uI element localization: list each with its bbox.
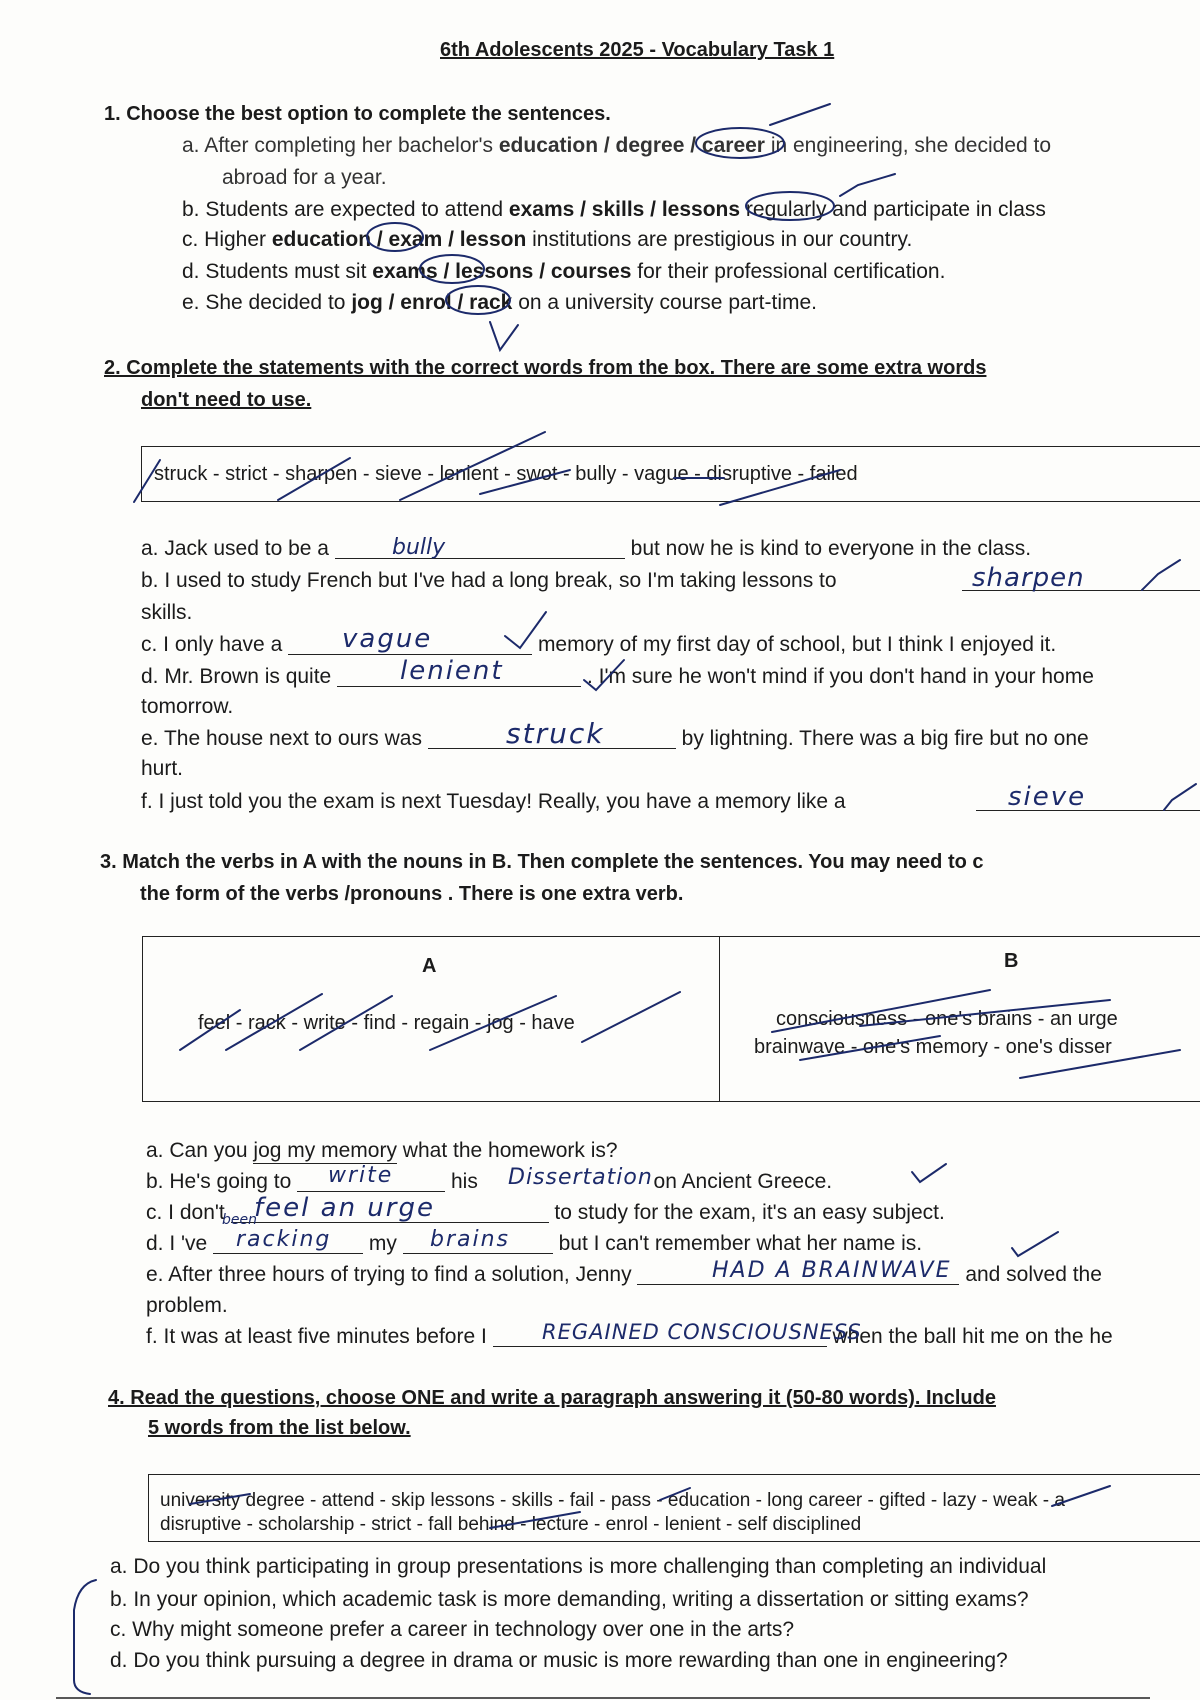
q3-d-tick (1012, 1232, 1058, 1256)
q3-d-blank1 (213, 1253, 363, 1254)
q1-heading: 1. Choose the best option to complete the sentences. (104, 103, 611, 125)
q2-d-blank (337, 686, 581, 687)
q2-c-blank (288, 654, 532, 655)
q1-item-a (182, 133, 1051, 158)
q3-d-text2: but I can't remember what her name is. (558, 1232, 923, 1255)
q2-f-tick (1164, 784, 1196, 810)
q1-item-b (182, 197, 1046, 222)
q1-b-tick (840, 174, 895, 196)
q1-item-d (182, 259, 945, 284)
q1-e-text1: e. She decided to (182, 291, 346, 314)
q3-d-answer1: racking (236, 1227, 332, 1252)
q4-question-d: d. Do you think pursuing a degree in drama or music is more rewarding than one in engineering? (110, 1649, 1008, 1672)
q2-b-line2: skills. (141, 601, 193, 624)
q1-a-tick (770, 104, 830, 125)
q2-e-text1: e. The house next to ours was (141, 727, 422, 750)
q2-c-answer: vague (342, 624, 433, 654)
q1-item-c (182, 227, 912, 252)
q2-b-tick (1142, 560, 1180, 590)
worksheet-title: 6th Adolescents 2025 - Vocabulary Task 1 (440, 39, 835, 61)
q3-d-mid: my (368, 1232, 397, 1255)
q1-a-options: education / degree / career (498, 134, 765, 157)
q1-e-tick (490, 322, 518, 350)
q4-question-b: b. In your opinion, which academic task is more demanding, writing a dissertation or sitting exams? (110, 1588, 1029, 1611)
q3-c-answer: feel an urge (254, 1193, 435, 1223)
q2-d-line2: tomorrow. (141, 695, 234, 718)
q1-item-e (182, 290, 817, 315)
q3-column-a-verbs: feel - rack - write - find - regain - jog - have (198, 1012, 575, 1034)
q3-b-text1: b. He's going to (146, 1170, 292, 1193)
q3-d-blank2 (403, 1253, 553, 1254)
q3-b-text2: on Ancient Greece. (653, 1170, 833, 1193)
q2-f-answer: sieve (1008, 782, 1087, 812)
q3-column-a-heading: A (422, 955, 437, 977)
q4-question-a: a. Do you think participating in group presentations is more challenging than completing an individual (110, 1555, 1047, 1578)
q1-c-text2: institutions are prestigious in our country. (532, 228, 913, 251)
q3-a-text1: a. Can you (146, 1139, 248, 1162)
q1-b-text1: b. Students are expected to attend (182, 198, 504, 221)
q3-a-text2: what the homework is? (402, 1139, 618, 1162)
q3-d-answer-small: been (222, 1212, 257, 1228)
q2-c-text2: memory of my first day of school, but I think I enjoyed it. (537, 633, 1057, 656)
q3-b-blank1 (297, 1191, 445, 1192)
q3-f-answer: REGAINED CONSCIOUSNESS (542, 1320, 862, 1344)
q1-a-text1: a. After completing her bachelor's (182, 134, 494, 157)
q3-c-text2: to study for the exam, it's an easy subject. (554, 1201, 945, 1224)
q2-a-answer: bully (392, 535, 446, 560)
q4-bracket (74, 1580, 96, 1694)
q3-e-answer: HAD A BRAINWAVE (712, 1258, 952, 1283)
q1-d-text1: d. Students must sit (182, 260, 367, 283)
q3-e-text1: e. After three hours of trying to find a solution, Jenny (146, 1263, 632, 1286)
q2-item-d (141, 664, 1094, 689)
q4-word-list-line2: disruptive - scholarship - strict - fall behind - lecture - enrol - lenient - self disciplined (160, 1514, 862, 1535)
q2-d-answer: lenient (400, 656, 504, 686)
q1-d-text2: for their professional certification. (637, 260, 946, 283)
q3-f-text2: when the ball hit me on the he (832, 1325, 1113, 1348)
q2-e-text2: by lightning. There was a big fire but no one (681, 727, 1089, 750)
q1-b-options: exams / skills / lessons (508, 198, 741, 221)
q3-e-text2: and solved the (965, 1263, 1102, 1286)
q2-e-answer: struck (506, 717, 605, 750)
q2-b-answer: sharpen (972, 563, 1085, 593)
q2-item-e (141, 726, 1089, 751)
q3-a-answer: jog my memory (253, 1139, 397, 1162)
q2-word-list: struck - strict - sharpen - sieve - lenient - swot - bully - vague - disruptive - failed (154, 463, 858, 485)
q1-e-text2: on a university course part-time. (518, 291, 818, 314)
q3-item-b (146, 1169, 832, 1194)
q2-c-text1: c. I only have a (141, 633, 283, 656)
q3-b-tick (912, 1164, 946, 1182)
q3-b-mid: his (450, 1170, 478, 1193)
q3-d-answer2: brains (430, 1227, 511, 1252)
q3-c-text1: c. I don't (146, 1201, 225, 1224)
q2-item-f: f. I just told you the exam is next Tuesday! Really, you have a memory like a (141, 790, 846, 813)
q3-e-line2: problem. (146, 1294, 228, 1317)
q3-item-a (146, 1138, 618, 1164)
q3-b-answer1: write (328, 1163, 394, 1188)
q3-d-text1: d. I 've (146, 1232, 208, 1255)
q1-a-text2: in engineering, she decided to (770, 134, 1052, 157)
q2-d-text1: d. Mr. Brown is quite (141, 665, 332, 688)
q2-a-text2: but now he is kind to everyone in the class. (630, 537, 1032, 560)
q2-heading-line2: don't need to use. (141, 389, 312, 411)
q4-heading-line1: 4. Read the questions, choose ONE and write a paragraph answering it (50-80 words). Include (108, 1387, 996, 1409)
q2-item-a (141, 536, 1031, 561)
q3-heading-line1: 3. Match the verbs in A with the nouns in B. Then complete the sentences. You may need to c (100, 851, 984, 873)
q3-column-b-heading: B (1004, 950, 1019, 972)
q2-item-b: b. I used to study French but I've had a long break, so I'm taking lessons to (141, 569, 837, 592)
q1-a-line2: abroad for a year. (222, 166, 387, 189)
q2-heading-line1: 2. Complete the statements with the correct words from the box. There are some extra words (104, 357, 987, 379)
q4-question-c: c. Why might someone prefer a career in technology over one in the arts? (110, 1618, 795, 1641)
q3-b-answer2: Dissertation (508, 1165, 653, 1190)
q1-c-text1: c. Higher (182, 228, 267, 251)
q2-d-text2: . I'm sure he won't mind if you don't hand in your home (586, 665, 1094, 688)
q3-f-text1: f. It was at least five minutes before I (146, 1325, 487, 1348)
q3-f-blank (493, 1346, 827, 1347)
q2-a-text1: a. Jack used to be a (141, 537, 329, 560)
q1-d-options: exams / lessons / courses (372, 260, 632, 283)
q3-e-blank (637, 1284, 959, 1285)
q3-heading-line2: the form of the verbs /pronouns . There is one extra verb. (140, 883, 684, 905)
q1-c-options: education / exam / lesson (271, 228, 527, 251)
q4-heading-line2: 5 words from the list below. (148, 1417, 411, 1439)
q3-column-b-nouns-line1: consciousness - one's brains - an urge (776, 1008, 1118, 1030)
q1-e-options: jog / enrol / rack (351, 291, 513, 314)
q3-column-b-nouns-line2: brainwave - one's memory - one's disser (754, 1036, 1112, 1058)
q2-a-blank (335, 558, 625, 559)
q3-item-e (146, 1262, 1102, 1287)
q4-word-list-line1: university degree - attend - skip lessons - skills - fail - pass - education - long career - gifted - lazy - weak - a (160, 1490, 1065, 1511)
q2-e-line2: hurt. (141, 757, 184, 780)
q2-item-c (141, 632, 1056, 657)
q1-b-text2: regularly and participate in class (745, 198, 1046, 221)
